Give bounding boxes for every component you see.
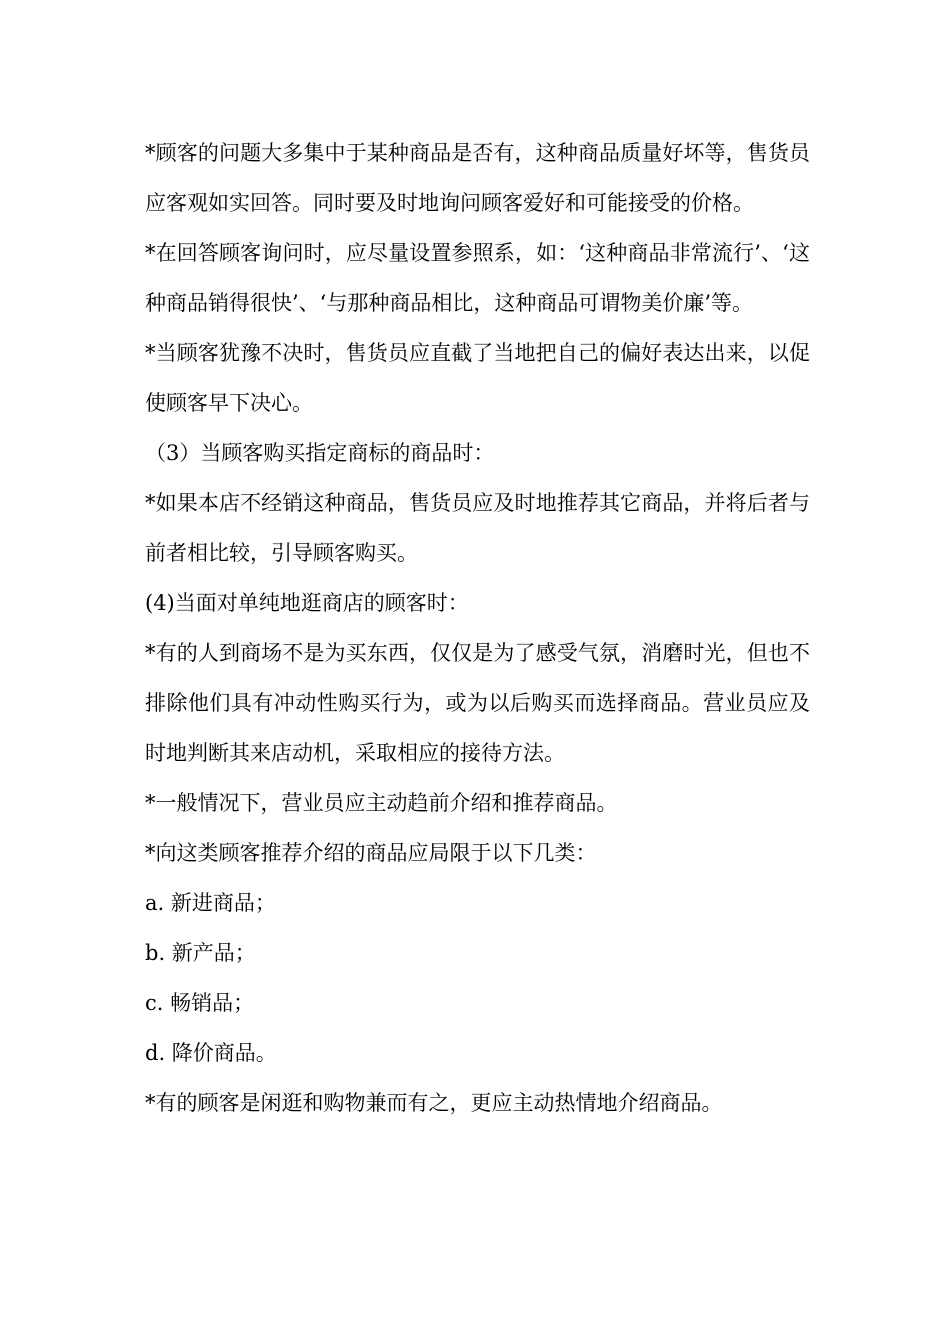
paragraph-answer-questions: *顾客的问题大多集中于某种商品是否有，这种商品质量好坏等，售货员应客观如实回答。同时要及时地询问顾客爱好和可能接受的价格。 bbox=[145, 141, 810, 215]
document-body bbox=[145, 128, 810, 1128]
list-item-new-products: b. 新产品； bbox=[145, 941, 256, 965]
paragraph-hesitation: *当顾客犹豫不决时，售货员应直截了当地把自己的偏好表达出来，以促使顾客早下决心。 bbox=[145, 341, 810, 415]
list-item-bestsellers: c. 畅销品； bbox=[145, 991, 255, 1015]
section-heading-brand: （3）当顾客购买指定商标的商品时： bbox=[145, 441, 495, 465]
paragraph-browsing-motives: *有的人到商场不是为买东西，仅仅是为了感受气氛，消磨时光，但也不排除他们具有冲动性购买行为，或为以后购买而选择商品。营业员应及时地判断其来店动机，采取相应的接待方法。 bbox=[145, 641, 810, 765]
paragraph-proactive-introduce: *一般情况下，营业员应主动趋前介绍和推荐商品。 bbox=[145, 791, 618, 815]
paragraph-recommend-alternative: *如果本店不经销这种商品，售货员应及时地推荐其它商品，并将后者与前者相比较，引导顾客购买。 bbox=[145, 491, 810, 565]
list-item-new-goods: a. 新进商品； bbox=[145, 891, 276, 915]
paragraph-recommend-categories: *向这类顾客推荐介绍的商品应局限于以下几类： bbox=[145, 841, 597, 865]
paragraph-reference-frame: *在回答顾客询问时，应尽量设置参照系，如：‘这种商品非常流行’、‘这种商品销得很快’、‘与那种商品相比，这种商品可谓物美价廉’等。 bbox=[145, 241, 810, 315]
paragraph-mixed-customers: *有的顾客是闲逛和购物兼而有之，更应主动热情地介绍商品。 bbox=[145, 1091, 723, 1115]
section-heading-browsing: (4)当面对单纯地逛商店的顾客时： bbox=[145, 591, 469, 615]
list-item-discounted: d. 降价商品。 bbox=[145, 1041, 277, 1065]
